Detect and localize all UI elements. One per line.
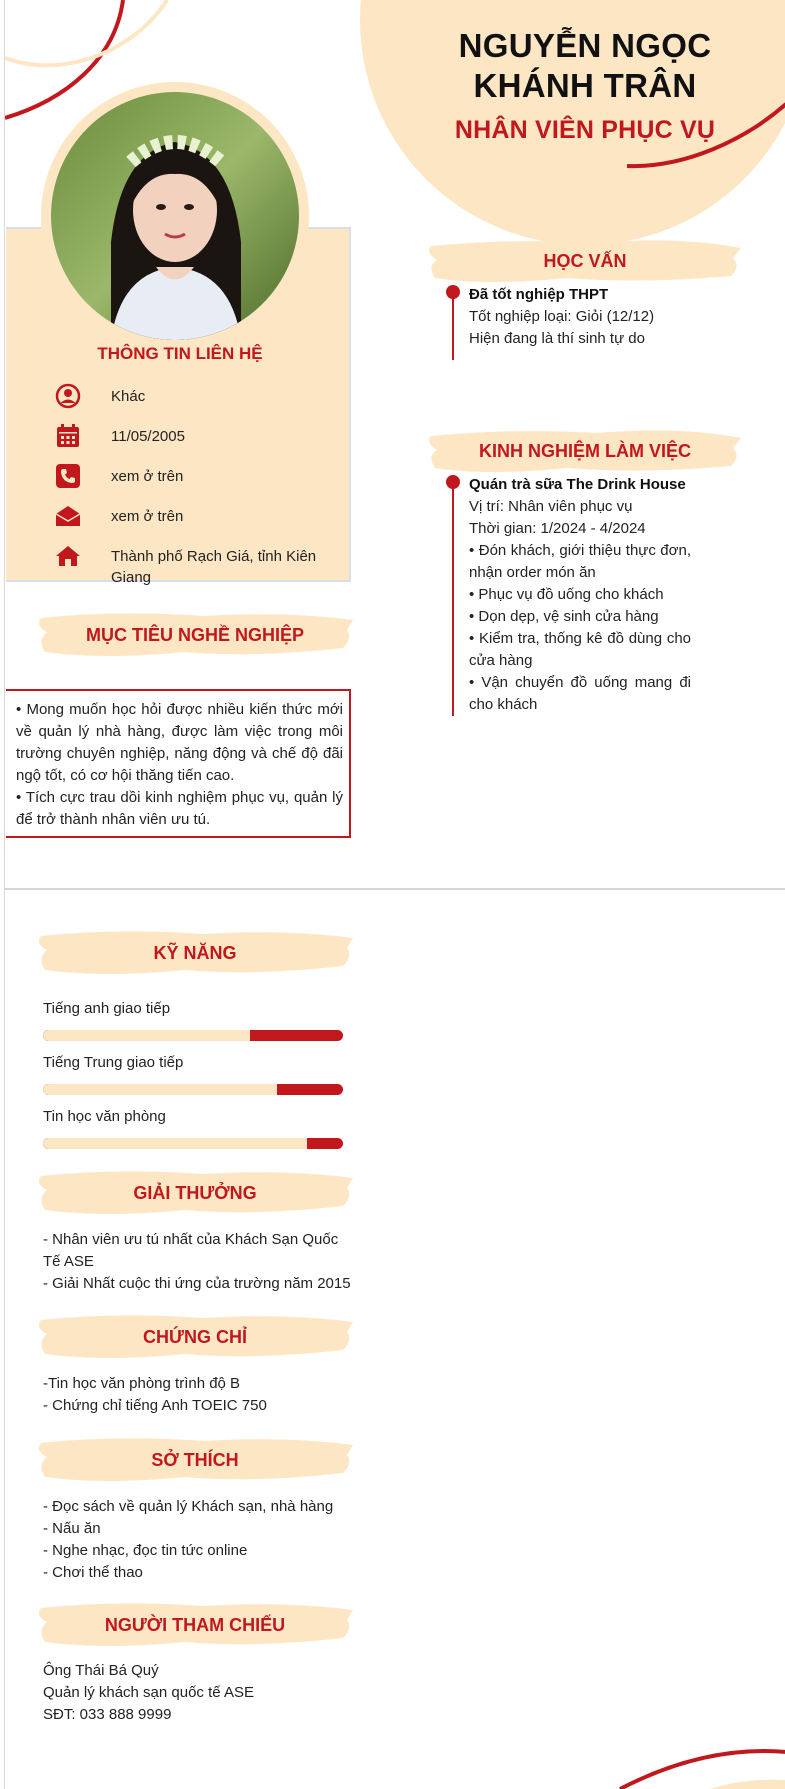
experience-position: Vị trí: Nhân viên phục vụ [469, 498, 633, 515]
experience-period: Thời gian: 1/2024 - 4/2024 [469, 520, 646, 537]
experience-task-1: • Đón khách, giới thiệu thực đơn, nhận order món ăn [469, 542, 691, 581]
certificate-item-2: - Chứng chỉ tiếng Anh TOEIC 750 [43, 1397, 267, 1414]
user-icon [55, 383, 81, 409]
contact-row-address [55, 543, 345, 588]
hobby-item-1: - Đọc sách về quản lý Khách sạn, nhà hàng [43, 1498, 334, 1515]
award-item-2: - Giải Nhất cuộc thi ứng của trường năm 2015 [43, 1275, 351, 1292]
skills-title: KỸ NĂNG [153, 942, 237, 963]
hobby-item-4: - Chơi thể thao [43, 1564, 143, 1581]
objective-heading [35, 608, 355, 662]
experience-heading [427, 424, 743, 478]
certificate-item-1: -Tin học văn phòng trình độ B [43, 1375, 241, 1392]
experience-task-5: • Vận chuyển đồ uống mang đi cho khách [469, 674, 691, 713]
decorative-arc-bottom [5, 890, 785, 1789]
timeline-dot [446, 285, 460, 299]
skill-name-1: Tiếng anh giao tiếp [43, 1000, 171, 1017]
contact-phone: xem ở trên [111, 468, 184, 485]
hobby-item-3: - Nghe nhạc, đọc tin tức online [43, 1542, 248, 1559]
experience-title: KINH NGHIỆM LÀM VIỆC [478, 440, 691, 461]
objective-title: MỤC TIÊU NGHỀ NGHIỆP [85, 624, 304, 645]
contact-row-phone [55, 463, 345, 489]
references-title: NGƯỜI THAM CHIẾU [104, 1614, 286, 1635]
experience-body [469, 474, 691, 716]
objective-box [6, 689, 351, 838]
education-line-1: Tốt nghiệp loại: Giỏi (12/12) [469, 308, 655, 325]
education-title: HỌC VẤN [543, 250, 627, 271]
experience-task-4: • Kiểm tra, thống kê đồ dùng cho cửa hàng [469, 630, 691, 669]
contact-row-birthday [55, 423, 345, 449]
hobby-item-2: - Nấu ăn [43, 1520, 101, 1537]
awards-title: GIẢI THƯỞNG [133, 1182, 257, 1203]
contact-row-email [55, 503, 345, 529]
education-timeline [445, 284, 695, 354]
experience-task-2: • Phục vụ đồ uống cho khách [469, 586, 664, 603]
contact-birthday: 11/05/2005 [111, 428, 185, 445]
education-heading-text: Đã tốt nghiệp THPT [469, 286, 609, 303]
reference-phone: SĐT: 033 888 9999 [43, 1706, 172, 1723]
experience-task-3: • Dọn dẹp, vệ sinh cửa hàng [469, 608, 659, 625]
cv-page-2 [4, 890, 785, 1789]
name-block [415, 26, 755, 145]
contact-gender: Khác [111, 388, 146, 405]
avatar [51, 92, 299, 340]
education-heading [427, 234, 743, 288]
timeline-line [452, 292, 454, 360]
education-line-2: Hiện đang là thí sinh tự do [469, 330, 645, 347]
reference-position: Quản lý khách sạn quốc tế ASE [43, 1684, 254, 1701]
hobbies-title: SỞ THÍCH [151, 1449, 239, 1470]
objective-line-1: • Mong muốn học hỏi được nhiều kiến thức mới về quản lý nhà hàng, được làm việc trong môi trường chuyên nghiệp, năng động và chế độ đãi ngộ tốt, có cơ hội thăng tiến cao. [16, 701, 343, 784]
phone-icon [55, 463, 81, 489]
email-icon [55, 503, 81, 529]
contact-address: Thành phố Rạch Giá, tỉnh Kiên Giang [111, 548, 317, 586]
reference-name: Ông Thái Bá Quý [43, 1662, 159, 1679]
objective-line-2: • Tích cực trau dồi kinh nghiệm phục vụ, quản lý để trở thành nhân viên ưu tú. [16, 789, 343, 828]
calendar-icon [55, 423, 81, 449]
certificates-title: CHỨNG CHỈ [143, 1326, 247, 1347]
skill-name-3: Tin học văn phòng [43, 1108, 166, 1125]
education-body [469, 284, 691, 350]
skill-name-2: Tiếng Trung giao tiếp [43, 1054, 184, 1071]
home-icon [55, 543, 81, 569]
experience-timeline [445, 474, 695, 714]
contact-email: xem ở trên [111, 508, 184, 525]
cv-page-1 [4, 0, 785, 888]
timeline-dot [446, 475, 460, 489]
candidate-name-line1: NGUYỄN NGỌC [458, 27, 712, 64]
candidate-role: NHÂN VIÊN PHỤC VỤ [454, 116, 716, 144]
experience-company: Quán trà sữa The Drink House [469, 476, 686, 493]
contact-title: THÔNG TIN LIÊN HỆ [97, 344, 263, 363]
candidate-name-line2: KHÁNH TRÂN [473, 67, 697, 104]
contact-row-gender [55, 383, 345, 409]
award-item-1: - Nhân viên ưu tú nhất của Khách Sạn Quốc Tế ASE [43, 1231, 339, 1270]
timeline-line [452, 482, 454, 716]
